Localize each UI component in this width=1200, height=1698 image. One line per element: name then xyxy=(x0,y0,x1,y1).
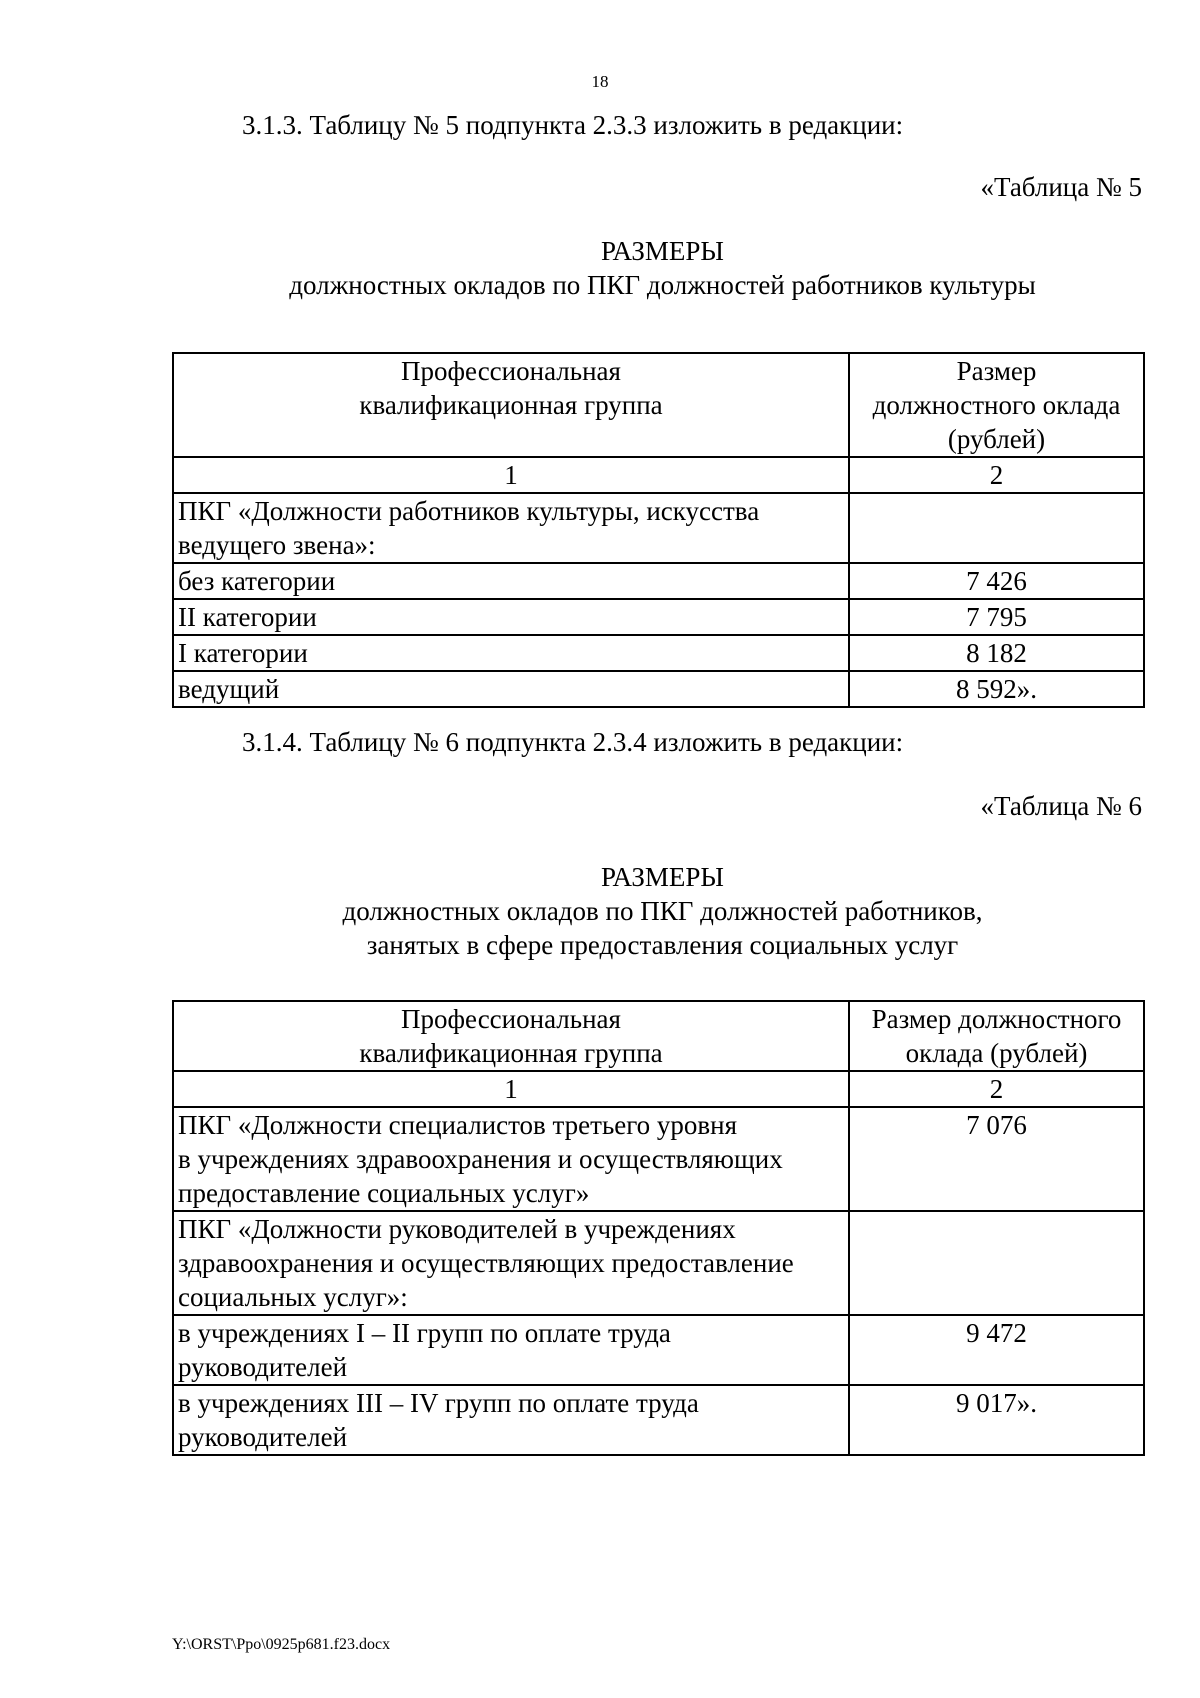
row-name-cell: ПКГ «Должности руководителей в учреждениях здравоохранения и осуществляющих предоставление социальных услуг»: xyxy=(173,1211,849,1315)
table-header-row xyxy=(173,1001,1144,1071)
table-header-row xyxy=(173,353,1144,457)
row-value-cell: 9 472 xyxy=(849,1315,1144,1385)
row-name-cell: в учреждениях III – IV групп по оплате труда руководителей xyxy=(173,1385,849,1455)
paragraph-3-1-4: 3.1.4. Таблицу № 6 подпункта 2.3.4 изложить в редакции: xyxy=(242,727,904,757)
column-number-cell: 2 xyxy=(849,1071,1144,1107)
table-6 xyxy=(172,1000,1145,1456)
header-salary-cell: Размер должностного оклада (рублей) xyxy=(849,1001,1144,1071)
header-salary-cell: Размер должностного оклада (рублей) xyxy=(849,353,1144,457)
row-name-cell: II категории xyxy=(173,599,849,635)
table-5-label: «Таблица № 5 xyxy=(980,172,1142,202)
footer-file-path: Y:\ORST\Ppo\0925p681.f23.docx xyxy=(172,1636,391,1653)
row-name-cell: ПКГ «Должности работников культуры, искусства ведущего звена»: xyxy=(173,493,849,563)
column-number-cell: 1 xyxy=(173,1071,849,1107)
table-row xyxy=(173,635,1144,671)
page-number: 18 xyxy=(591,72,609,91)
table-6-subtitle-line2: занятых в сфере предоставления социальных услуг xyxy=(366,930,959,960)
row-value-cell xyxy=(849,493,1144,563)
row-value-cell: 7 076 xyxy=(849,1107,1144,1211)
table-6-subtitle-line1: должностных окладов по ПКГ должностей работников, xyxy=(342,896,983,926)
table-number-row xyxy=(173,457,1144,493)
row-value-cell: 9 017». xyxy=(849,1385,1144,1455)
row-value-cell: 7 426 xyxy=(849,563,1144,599)
table-row xyxy=(173,1385,1144,1455)
paragraph-3-1-3: 3.1.3. Таблицу № 5 подпункта 2.3.3 изложить в редакции: xyxy=(242,110,904,140)
row-name-cell: I категории xyxy=(173,635,849,671)
table-row xyxy=(173,493,1144,563)
table-row xyxy=(173,1107,1144,1211)
row-name-cell: ПКГ «Должности специалистов третьего уровня в учреждениях здравоохранения и осуществляющих предоставление социальных услуг» xyxy=(173,1107,849,1211)
table-6-label: «Таблица № 6 xyxy=(980,791,1142,821)
table-5 xyxy=(172,352,1145,708)
row-value-cell: 7 795 xyxy=(849,599,1144,635)
table-row xyxy=(173,563,1144,599)
table-6-title: РАЗМЕРЫ xyxy=(601,862,724,892)
row-name-cell: без категории xyxy=(173,563,849,599)
header-group-cell: Профессиональная квалификационная группа xyxy=(173,1001,849,1071)
table-number-row xyxy=(173,1071,1144,1107)
table-5-title: РАЗМЕРЫ xyxy=(601,236,724,266)
table-row xyxy=(173,671,1144,707)
row-value-cell: 8 592». xyxy=(849,671,1144,707)
table-row xyxy=(173,1211,1144,1315)
row-value-cell: 8 182 xyxy=(849,635,1144,671)
table-row xyxy=(173,599,1144,635)
row-name-cell: ведущий xyxy=(173,671,849,707)
table-5-subtitle: должностных окладов по ПКГ должностей работников культуры xyxy=(289,270,1036,300)
row-value-cell xyxy=(849,1211,1144,1315)
row-name-cell: в учреждениях I – II групп по оплате труда руководителей xyxy=(173,1315,849,1385)
column-number-cell: 2 xyxy=(849,457,1144,493)
header-group-cell: Профессиональная квалификационная группа xyxy=(173,353,849,457)
column-number-cell: 1 xyxy=(173,457,849,493)
table-row xyxy=(173,1315,1144,1385)
